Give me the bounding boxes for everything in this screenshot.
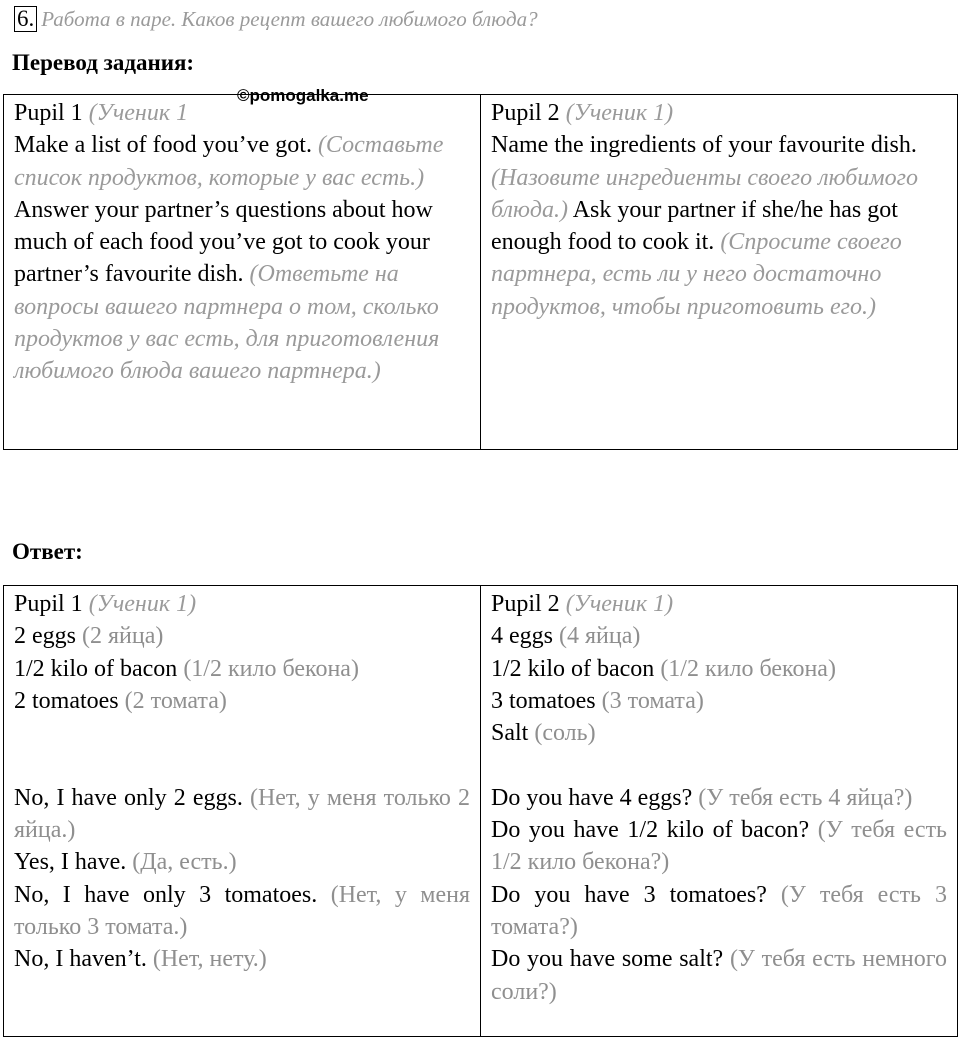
translation-table (3, 94, 958, 450)
question-line: Do you have 3 tomatoes? (У тебя есть 3 томата?) (491, 881, 947, 940)
pupil1-task2: Answer your partner’s questions about how much of each food you’ve got to cook your partner’s favourite dish. (14, 196, 433, 288)
pupil1-task1: Make a list of food you’ve got. (14, 132, 312, 159)
ingredient-item: 3 tomatoes (3 томата) (491, 687, 704, 714)
task-header (14, 4, 538, 34)
food-item: 2 tomatoes (2 томата) (14, 687, 227, 714)
ingredient-item: 1/2 kilo of bacon (1/2 кило бекона) (491, 655, 836, 682)
answer-pupil2-label-ru: (Ученик 1) (565, 591, 674, 617)
pupil2-label: Pupil 2 (491, 100, 560, 126)
question-line: Do you have some salt? (У тебя есть немного соли?) (491, 946, 948, 1005)
reply-line: No, I haven’t. (Нет, нету.) (14, 946, 267, 973)
reply-line: No, I have only 3 tomatoes. (Нет, у меня только 3 томата.) (14, 881, 470, 940)
answer-table (3, 585, 958, 1037)
task-text: Работа в паре. Каков рецепт вашего любимого блюда? (41, 6, 538, 31)
pupil2-task1: Name the ingredients of your favourite dish. (491, 132, 917, 159)
watermark: ©pomogalka.me (237, 86, 369, 105)
ingredient-item: 4 eggs (4 яйца) (491, 623, 641, 650)
translation-title: Перевод задания: (12, 50, 195, 75)
reply-line: Yes, I have. (Да, есть.) (14, 849, 237, 876)
translation-pupil2-cell (481, 95, 958, 450)
task-number: 6. (14, 6, 37, 32)
pupil2-label-ru: (Ученик 1) (565, 100, 674, 126)
answer-pupil2-cell (481, 586, 958, 1037)
answer-pupil1-label-ru: (Ученик 1) (88, 591, 197, 617)
answer-pupil2-header (491, 588, 947, 620)
question-line: Do you have 1/2 kilo of bacon? (У тебя есть 1/2 кило бекона?) (491, 817, 948, 876)
translation-pupil1-cell (4, 95, 481, 450)
question-line: Do you have 4 eggs? (У тебя есть 4 яйца?) (491, 784, 913, 811)
pupil1-label: Pupil 1 (14, 100, 83, 126)
pupil1-task2-ru: (Ответьте на вопросы вашего партнера о том, сколько продуктов у вас есть, для приготовления любимого блюда вашего партнера.) (14, 261, 440, 385)
answer-pupil1-cell (4, 586, 481, 1037)
pupil1-task1-ru: (Составьте список продуктов, которые у вас есть.) (14, 132, 444, 191)
food-item: 1/2 kilo of bacon (1/2 кило бекона) (14, 655, 359, 682)
pupil2-task2: Ask your partner if she/he has got enough food to cook it. (491, 196, 898, 256)
pupil1-label-ru: (Ученик 1 (88, 100, 189, 126)
food-item: 2 eggs (2 яйца) (14, 623, 164, 650)
answer-pupil2-label: Pupil 2 (491, 591, 560, 617)
reply-line: No, I have only 2 eggs. (Нет, у меня только 2 яйца.) (14, 784, 470, 844)
ingredient-item: Salt (соль) (491, 720, 596, 747)
pupil2-task2-ru: (Спросите своего партнера, есть ли у него достаточно продуктов, чтобы приготовить его.) (491, 229, 902, 320)
pupil2-task1-ru: (Назовите ингредиенты своего любимого блюда.) (491, 164, 918, 223)
answer-title: Ответ: (12, 539, 83, 564)
answer-pupil1-header (14, 588, 470, 620)
answer-pupil1-label: Pupil 1 (14, 591, 83, 617)
